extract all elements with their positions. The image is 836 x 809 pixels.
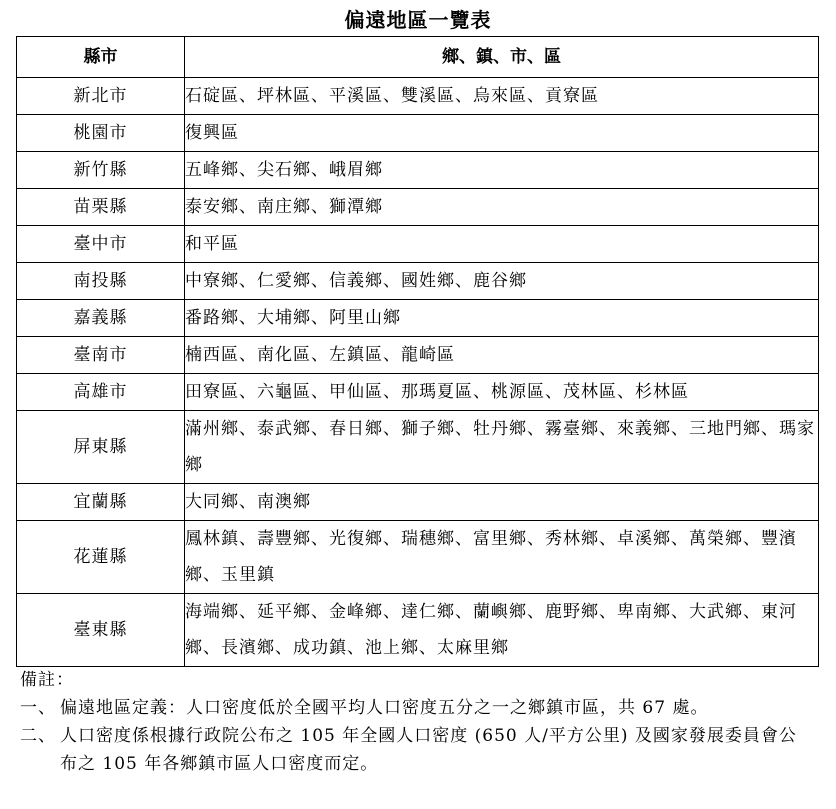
county-cell: 嘉義縣 [17,300,185,337]
towns-cell: 石碇區、坪林區、平溪區、雙溪區、烏來區、貢寮區 [185,78,819,115]
notes-section [20,666,810,778]
document-title: 偏遠地區一覽表 [344,8,492,32]
county-cell: 花蓮縣 [17,521,185,594]
county-cell: 屏東縣 [17,411,185,484]
county-cell: 新竹縣 [17,152,185,189]
table-row [17,337,819,374]
county-cell: 宜蘭縣 [17,484,185,521]
note-text: 人口密度係根據行政院公布之 105 年全國人口密度 (650 人/平方公里) 及國家發展委員會公布之 105 年各鄉鎮市區人口密度而定。 [60,726,797,774]
table-row [17,115,819,152]
table-row [17,189,819,226]
note-text: 偏遠地區定義：人口密度低於全國平均人口密度五分之一之鄉鎮市區，共 67 處。 [60,698,709,718]
towns-cell: 鳳林鎮、壽豐鄉、光復鄉、瑞穗鄉、富里鄉、秀林鄉、卓溪鄉、萬榮鄉、豐濱鄉、玉里鎮 [185,521,819,594]
towns-cell: 五峰鄉、尖石鄉、峨眉鄉 [185,152,819,189]
towns-cell: 海端鄉、延平鄉、金峰鄉、達仁鄉、蘭嶼鄉、鹿野鄉、卑南鄉、大武鄉、東河鄉、長濱鄉、成功鎮、池上鄉、太麻里鄉 [185,594,819,667]
table-row [17,300,819,337]
note-item [20,722,810,778]
towns-cell: 楠西區、南化區、左鎮區、龍崎區 [185,337,819,374]
header-county: 縣市 [17,37,185,78]
county-cell: 高雄市 [17,374,185,411]
county-cell: 新北市 [17,78,185,115]
towns-cell: 大同鄉、南澳鄉 [185,484,819,521]
towns-cell: 復興區 [185,115,819,152]
towns-cell: 泰安鄉、南庄鄉、獅潭鄉 [185,189,819,226]
towns-cell: 滿州鄉、泰武鄉、春日鄉、獅子鄉、牡丹鄉、霧臺鄉、來義鄉、三地門鄉、瑪家鄉 [185,411,819,484]
towns-cell: 中寮鄉、仁愛鄉、信義鄉、國姓鄉、鹿谷鄉 [185,263,819,300]
remote-areas-table [16,36,819,667]
table-row [17,484,819,521]
note-number: 一、 [20,698,56,718]
county-cell: 苗栗縣 [17,189,185,226]
county-cell: 臺南市 [17,337,185,374]
table-row [17,263,819,300]
note-item [20,694,810,722]
county-cell: 臺東縣 [17,594,185,667]
towns-cell: 田寮區、六龜區、甲仙區、那瑪夏區、桃源區、茂林區、杉林區 [185,374,819,411]
notes-heading: 備註： [20,670,74,690]
towns-cell: 番路鄉、大埔鄉、阿里山鄉 [185,300,819,337]
table-row [17,374,819,411]
header-towns: 鄉、鎮、市、區 [185,37,819,78]
table-row [17,594,819,667]
county-cell: 桃園市 [17,115,185,152]
table-row [17,521,819,594]
table-row [17,226,819,263]
table-header-row [17,37,819,78]
county-cell: 臺中市 [17,226,185,263]
county-cell: 南投縣 [17,263,185,300]
note-number: 二、 [20,726,56,746]
table-row [17,78,819,115]
towns-cell: 和平區 [185,226,819,263]
table-row [17,152,819,189]
table-row [17,411,819,484]
